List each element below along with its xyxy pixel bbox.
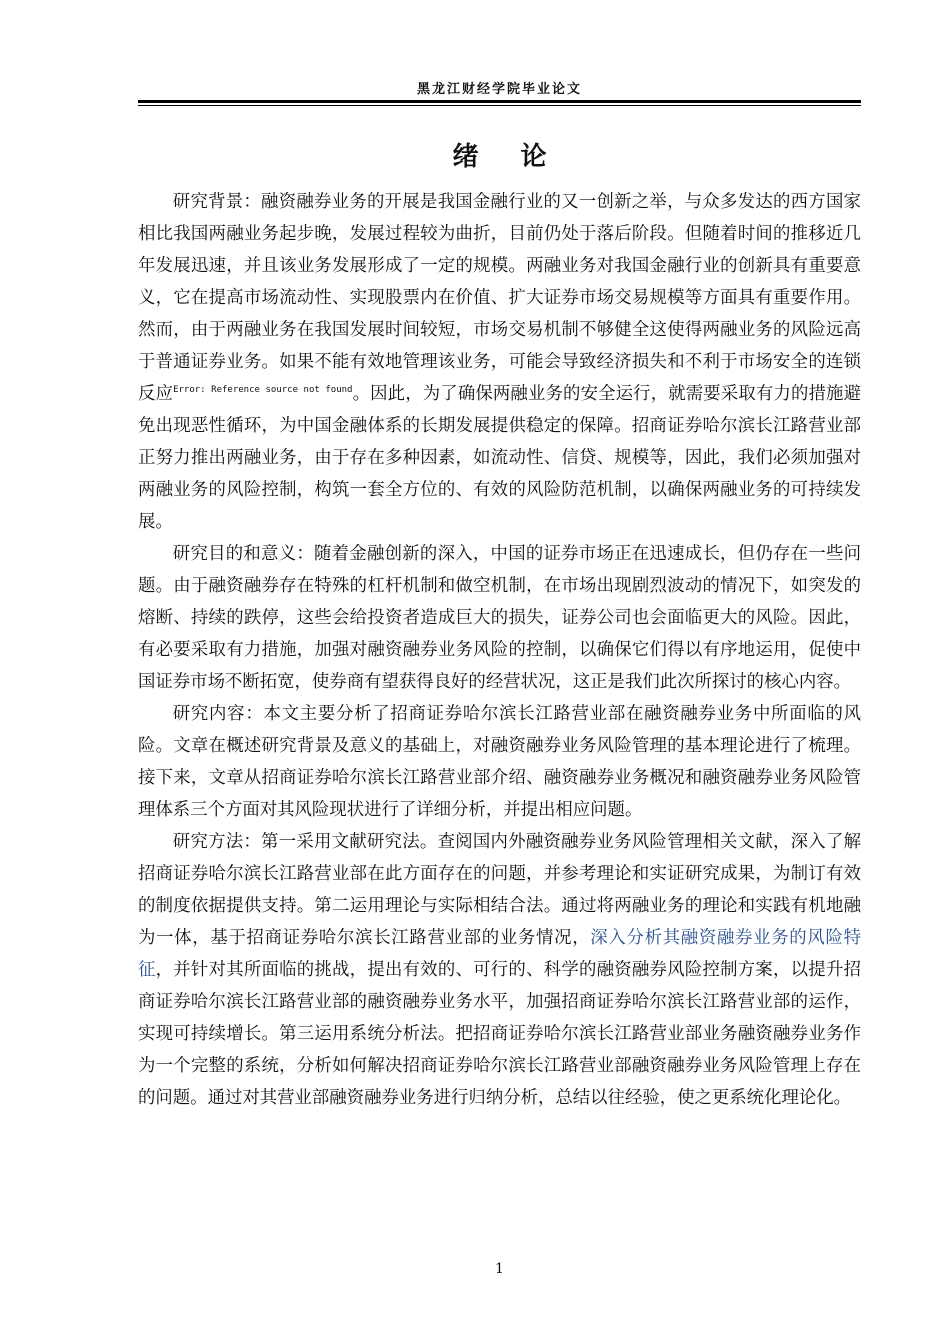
body-text <box>138 186 861 1114</box>
paragraph-text: 研究方法：第一采用文献研究法。查阅国内外融资融券业务风险管理相关文献，深入了解招商证券哈尔滨长江路营业部在此方面存在的问题，并参考理论和实证研究成果，为制订有效的制度依据提供支持。第二运用理论与实际相结合法。通过将两融业务的理论和实践有机地融为一体，基于招商证券哈尔滨长江路营业部的业务情况， <box>138 832 861 948</box>
paragraph-text: 。因此，为了确保两融业务的安全运行，就需要采取有力的措施避免出现恶性循环，为中国金融体系的长期发展提供稳定的保障。招商证券哈尔滨长江路营业部正努力推出两融业务，由于存在多种因素，如流动性、信贷、规模等，因此，我们必须加强对两融业务的风险控制，构筑一套全方位的、有效的风险防范机制，以确保两融业务的可持续发展。 <box>138 384 861 532</box>
header-rule-thin <box>138 105 861 106</box>
paragraph-text: 研究背景：融资融券业务的开展是我国金融行业的又一创新之举，与众多发达的西方国家相比我国两融业务起步晚，发展过程较为曲折，目前仍处于落后阶段。但随着时间的推移近几年发展迅速，并且该业务发展形成了一定的规模。两融业务对我国金融行业的创新具有重要意义，它在提高市场流动性、实现股票内在价值、扩大证券市场交易规模等方面具有重要作用。然而，由于两融业务在我国发展时间较短，市场交易机制不够健全这使得两融业务的风险远高于普通证券业务。如果不能有效地管理该业务，可能会导致经济损失和不利于市场安全的连锁反应 <box>138 192 861 404</box>
highlighted-text: 深入分析其融资融券业务的风险特征 <box>138 928 861 980</box>
reference-error: Error: Reference source not found <box>173 385 353 396</box>
header-rule-thick <box>138 100 861 103</box>
chapter-title: 绪论 <box>452 142 589 172</box>
paragraph-method <box>138 826 861 1114</box>
paragraph-content: 研究内容：本文主要分析了招商证券哈尔滨长江路营业部在融资融券业务中所面临的风险。文章在概述研究背景及意义的基础上，对融资融券业务风险管理的基本理论进行了梳理。接下来，文章从招商证券哈尔滨长江路营业部介绍、融资融券业务概况和融资融券业务风险管理体系三个方面对其风险现状进行了详细分析，并提出相应问题。 <box>138 704 861 820</box>
running-header: 黑龙江财经学院毕业论文 <box>416 82 582 97</box>
paragraph-background <box>138 186 861 538</box>
paragraph-purpose: 研究目的和意义：随着金融创新的深入，中国的证券市场正在迅速成长，但仍存在一些问题。由于融资融券存在特殊的杠杆机制和做空机制，在市场出现剧烈波动的情况下，如突发的熔断、持续的跌停，这些会给投资者造成巨大的损失，证券公司也会面临更大的风险。因此，有必要采取有力措施，加强对融资融券业务风险的控制，以确保它们得以有序地运用，促使中国证券市场不断拓宽，使券商有望获得良好的经营状况，这正是我们此次所探讨的核心内容。 <box>138 544 861 692</box>
page-number: 1 <box>495 1261 504 1277</box>
paragraph-text: ，并针对其所面临的挑战，提出有效的、可行的、科学的融资融券风险控制方案，以提升招商证券哈尔滨长江路营业部的融资融券业务水平，加强招商证券哈尔滨长江路营业部的运作，实现可持续增长。第三运用系统分析法。把招商证券哈尔滨长江路营业部业务融资融券业务作为一个完整的系统，分析如何解决招商证券哈尔滨长江路营业部融资融券业务风险管理上存在的问题。通过对其营业部融资融券业务进行归纳分析，总结以往经验，使之更系统化理论化。 <box>138 960 861 1108</box>
